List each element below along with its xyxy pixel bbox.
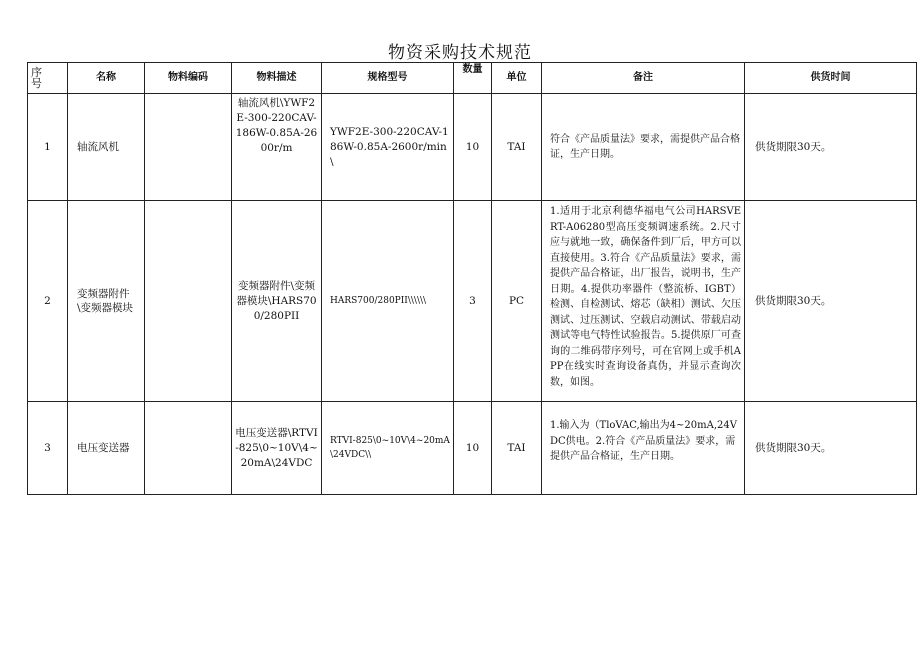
- cell-name: 轴流风机: [68, 94, 145, 201]
- cell-code: [145, 201, 232, 402]
- table-row: [28, 201, 917, 402]
- cell-delivery: 供货期限30天。: [745, 94, 917, 201]
- cell-unit: TAI: [492, 94, 542, 201]
- cell-unit: TAI: [492, 402, 542, 495]
- header-qty: 数量: [454, 63, 492, 94]
- cell-desc: 变频器附件\变频器模块\HARS700/280PII: [232, 201, 322, 402]
- document-title: 物资采购技术规范: [388, 43, 532, 63]
- cell-seq: 1: [28, 94, 68, 201]
- cell-desc: 轴流风机\YWF2E-300-220CAV-186W-0.85A-2600r/m: [232, 94, 322, 201]
- header-name: 名称: [68, 63, 145, 94]
- header-code: 物料编码: [145, 63, 232, 94]
- cell-model: HARS700/280PII\\\\\\: [322, 201, 454, 402]
- cell-delivery: 供货期限30天。: [745, 402, 917, 495]
- table-row: [28, 402, 917, 495]
- table-row: [28, 94, 917, 201]
- procurement-spec-table: [27, 62, 917, 495]
- cell-name: 变频器附件\变频器模块: [68, 201, 145, 402]
- cell-delivery: 供货期限30天。: [745, 201, 917, 402]
- cell-unit: PC: [492, 201, 542, 402]
- header-note: 备注: [542, 63, 745, 94]
- cell-seq: 2: [28, 201, 68, 402]
- cell-code: [145, 94, 232, 201]
- header-seq: 序 号: [28, 63, 68, 94]
- cell-note: 符合《产品质量法》要求，需提供产品合格证，生产日期。: [542, 94, 745, 201]
- header-unit: 单位: [492, 63, 542, 94]
- cell-model: RTVI-825\0~10V\4~20mA\24VDC\\: [322, 402, 454, 495]
- header-row: [28, 63, 917, 94]
- cell-desc: 电压变送器\RTVI-825\0~10V\4~20mA\24VDC: [232, 402, 322, 495]
- cell-model: YWF2E-300-220CAV-186W-0.85A-2600r/min\: [322, 94, 454, 201]
- header-delivery: 供货时间: [745, 63, 917, 94]
- cell-qty: 10: [454, 94, 492, 201]
- cell-name: 电压变送器: [68, 402, 145, 495]
- header-desc: 物料描述: [232, 63, 322, 94]
- cell-seq: 3: [28, 402, 68, 495]
- cell-code: [145, 402, 232, 495]
- cell-note: 1.输入为（TloVAC,输出为4~20mA,24VDC供电。2.符合《产品质量法》要求，需提供产品合格证，生产日期。: [542, 402, 745, 495]
- cell-qty: 3: [454, 201, 492, 402]
- cell-qty: 10: [454, 402, 492, 495]
- cell-note: 1.适用于北京利德华福电气公司HARSVERT-A06280型高压变频调速系统。2.尺寸应与就地一致，确保备件到厂后，甲方可以直接使用。3.符合《产品质量法》要求，需提供产品合格证，出厂报告，说明书，生产日期。4.提供功率器件（整流桥、IGBT）检测、自检测试、熔芯（缺相）测试、欠压测试、过压测试、空载启动测试、带载启动测试等电气特性试验报告。5.提供原厂可查询的二维码带序列号，可在官网上或手机APP在线实时查询设备真伪，并显示查询次数，如图。: [542, 201, 745, 402]
- header-model: 规格型号: [322, 63, 454, 94]
